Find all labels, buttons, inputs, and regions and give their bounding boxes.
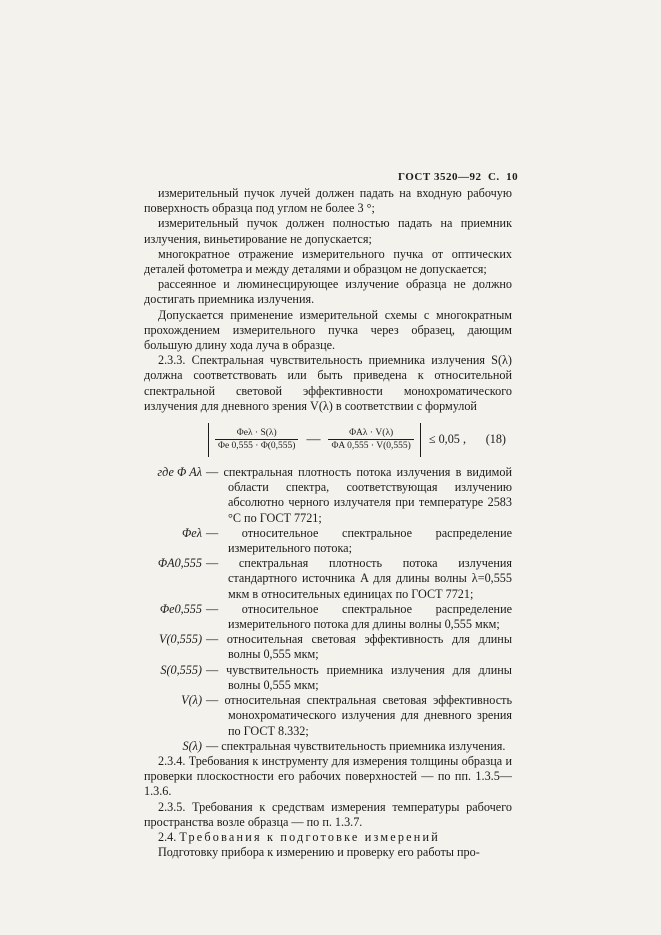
section-number: 2.4. — [158, 829, 177, 844]
paragraph-2-3-3: 2.3.3. Спектральная чувствительность приемника излучения S(λ) должна соответствовать или быть приведена к относительной спектральной световой эффективности монохроматического излучения для дневного зрения V(λ) в соответствии с формулой — [144, 353, 512, 413]
standard-code: ГОСТ 3520—92 — [398, 171, 482, 183]
fraction-2 — [328, 428, 413, 452]
fraction-2-denominator: ΦA 0,555 · V(0,555) — [328, 439, 413, 452]
definition-item — [144, 526, 512, 556]
definition-symbol: S(λ) — [182, 738, 202, 753]
definition-dash: — — [206, 632, 219, 647]
definition-item — [144, 632, 512, 662]
definition-symbol: V(λ) — [181, 693, 202, 708]
definition-text: спектральная чувствительность приемника излучения. — [221, 738, 506, 753]
definition-item — [144, 693, 512, 739]
definition-item — [144, 465, 512, 526]
definition-dash: — — [206, 465, 219, 480]
definition-text: спектральная плотность потока излучения в видимой области спектра, соответствующая излучению абсолютно черного излучателя при температуре 2583 °С по ГОСТ 7721; — [223, 465, 513, 525]
definition-dash: — — [206, 662, 219, 677]
definition-text: чувствительность приемника излучения для длины волны 0,555 мкм; — [226, 662, 512, 692]
section-title: Требования к подготовке измерений — [179, 829, 440, 844]
definition-symbol: S(0,555) — [160, 662, 202, 677]
definition-symbol: Φe0,555 — [159, 601, 202, 616]
paragraph: Допускается применение измерительной схемы с многократным прохождением измерительного пучка через образец, дающим большую длину хода луча в образце. — [144, 307, 512, 353]
paragraph: измерительный пучок должен полностью падать на приемник излучения, виньетирование не допускается; — [144, 216, 512, 246]
definition-symbol: V(0,555) — [159, 632, 202, 647]
definition-item — [144, 739, 512, 754]
definition-text: относительное спектральное распределение измерительного потока для длины волны 0,555 мкм; — [228, 601, 512, 632]
abs-bar-left — [208, 423, 209, 457]
definition-item — [144, 602, 512, 632]
formula-18 — [144, 418, 512, 462]
abs-bar-right — [420, 423, 421, 457]
definition-symbol: ΦA0,555 — [157, 556, 202, 571]
section-heading-2-4 — [144, 830, 512, 845]
definition-dash: — — [206, 738, 219, 753]
paragraph: рассеянное и люминесцирующее излучение образца не должно достигать приемника излучения. — [144, 277, 512, 307]
formula-rhs: ≤ 0,05 , — [428, 432, 466, 447]
minus-sign: — — [306, 432, 321, 448]
definition-text: относительная световая эффективность для длины волны 0,555 мкм; — [226, 632, 513, 662]
definition-dash: — — [206, 693, 219, 708]
fraction-1-denominator: Φe 0,555 · Φ(0,555) — [215, 439, 298, 452]
page-number: 10 — [506, 171, 519, 183]
document-body — [144, 186, 512, 860]
definition-item — [144, 663, 512, 693]
fraction-2-numerator: ΦAλ · V(λ) — [349, 428, 394, 439]
fraction-1-numerator: Φeλ · S(λ) — [236, 428, 277, 439]
page-header — [398, 171, 519, 183]
paragraph-2-3-4: 2.3.4. Требования к инструменту для измерения толщины образца и проверки плоскостности его рабочих поверхностей — по пп. 1.3.5—1.3.6. — [144, 753, 512, 799]
definition-dash: — — [206, 601, 219, 616]
paragraph: измерительный пучок лучей должен падать на входную рабочую поверхность образца под углом не более 3 °; — [144, 186, 512, 216]
definition-text: относительное спектральное распределение измерительного потока; — [228, 525, 512, 556]
formula-number: (18) — [485, 432, 506, 447]
paragraph-2-3-5: 2.3.5. Требования к средствам измерения температуры рабочего пространства возле образца — по п. 1.3.7. — [144, 799, 512, 829]
paragraph: Подготовку прибора к измерению и проверку его работы про- — [158, 845, 480, 860]
definition-dash: — — [206, 525, 219, 540]
fraction-1 — [215, 428, 298, 452]
definition-symbol: где Φ Aλ — [157, 465, 202, 480]
definition-text: относительная спектральная световая эффективность монохроматического излучения для дневного зрения по ГОСТ 8.332; — [224, 693, 512, 738]
definition-symbol: Φeλ — [182, 525, 202, 540]
definition-item — [144, 556, 512, 602]
definition-dash: — — [206, 556, 219, 571]
page-label: С. — [487, 171, 500, 183]
paragraph: многократное отражение измерительного пучка от оптических деталей фотометра и между деталями и образцом не допускается; — [144, 246, 512, 277]
definition-text: спектральная плотность потока излучения стандартного источника A для длины волны λ=0,555 мкм в относительных единицах по ГОСТ 7721; — [228, 556, 512, 601]
